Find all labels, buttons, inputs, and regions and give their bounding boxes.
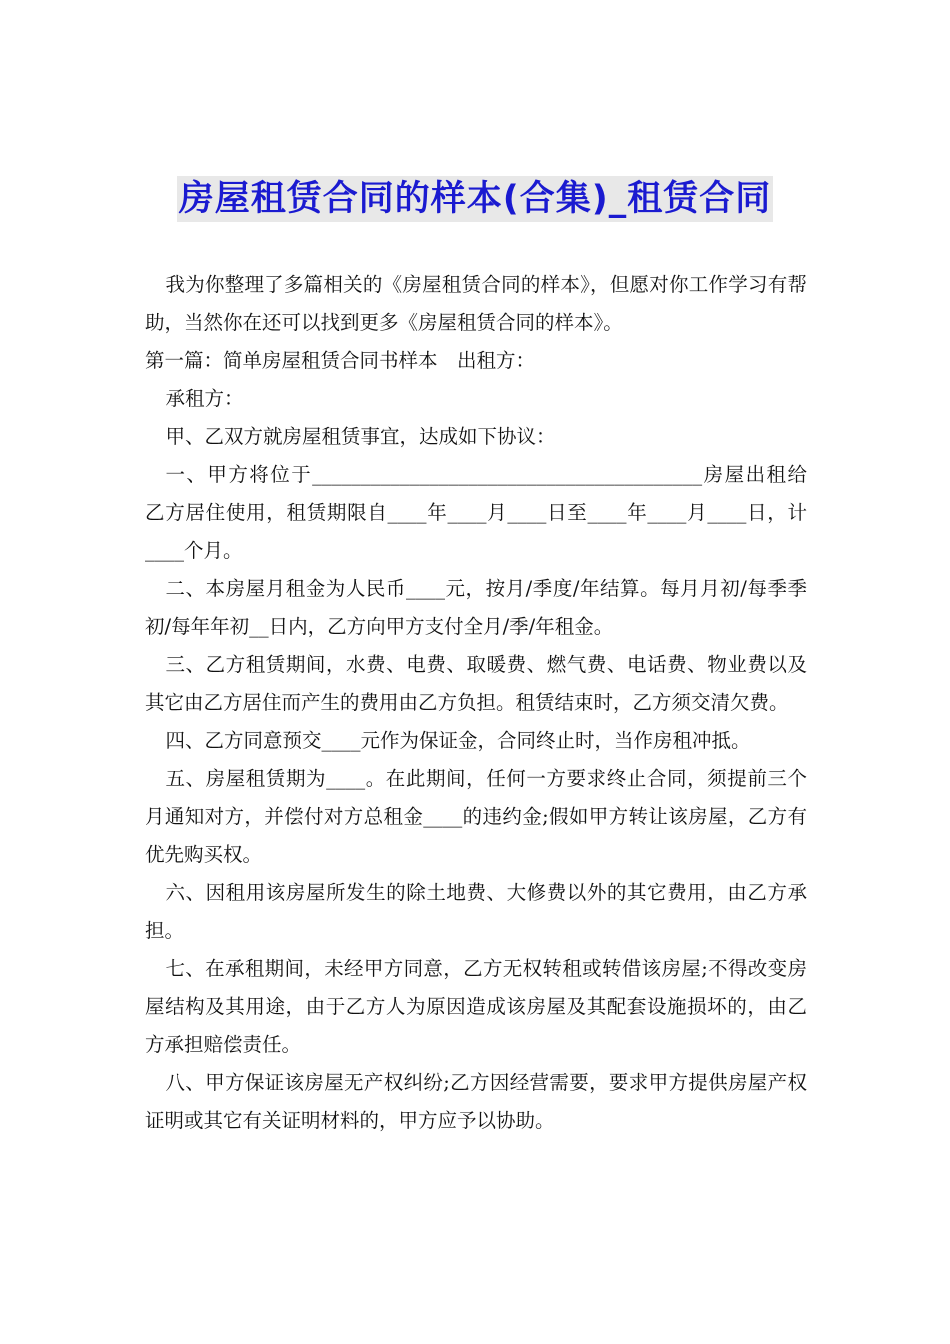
clause-7: 七、在承租期间，未经甲方同意，乙方无权转租或转借该房屋;不得改变房屋结构及其用途，由于乙方人为原因造成该房屋及其配套设施损坏的，由乙方承担赔偿责任。 [145, 957, 807, 1056]
clause-6: 六、因租用该房屋所发生的除土地费、大修费以外的其它费用，由乙方承担。 [145, 881, 807, 942]
agreement-intro: 甲、乙双方就房屋租赁事宜，达成如下协议： [165, 425, 556, 448]
title-container [0, 176, 950, 222]
clause-8: 八、甲方保证该房屋无产权纠纷;乙方因经营需要，要求甲方提供房屋产权证明或其它有关证明材料的，甲方应予以协助。 [145, 1071, 807, 1132]
clause-3: 三、乙方租赁期间，水费、电费、取暖费、燃气费、电话费、物业费以及其它由乙方居住而产生的费用由乙方负担。租赁结束时，乙方须交清欠费。 [145, 653, 807, 714]
section-heading: 第一篇：简单房屋租赁合同书样本 出租方： [145, 349, 536, 372]
clause-1: 一、甲方将位于________________________________________房屋出租给乙方居住使用，租赁期限自____年____月____日至____年____月____日，计____个月。 [145, 463, 807, 562]
intro-paragraph: 我为你整理了多篇相关的《房屋租赁合同的样本》，但愿对你工作学习有帮助，当然你在还可以找到更多《房屋租赁合同的样本》。 [145, 273, 807, 334]
clause-4: 四、乙方同意预交____元作为保证金，合同终止时，当作房租冲抵。 [165, 729, 751, 752]
tenant-line: 承租方： [165, 387, 244, 410]
document-body [145, 266, 807, 1140]
document-title: 房屋租赁合同的样本(合集)_租赁合同 [177, 176, 774, 222]
clause-5: 五、房屋租赁期为____。在此期间，任何一方要求终止合同，须提前三个月通知对方，并偿付对方总租金____的违约金;假如甲方转让该房屋，乙方有优先购买权。 [145, 767, 807, 866]
clause-2: 二、本房屋月租金为人民币____元，按月/季度/年结算。每月月初/每季季初/每年年初__日内，乙方向甲方支付全月/季/年租金。 [145, 577, 807, 638]
